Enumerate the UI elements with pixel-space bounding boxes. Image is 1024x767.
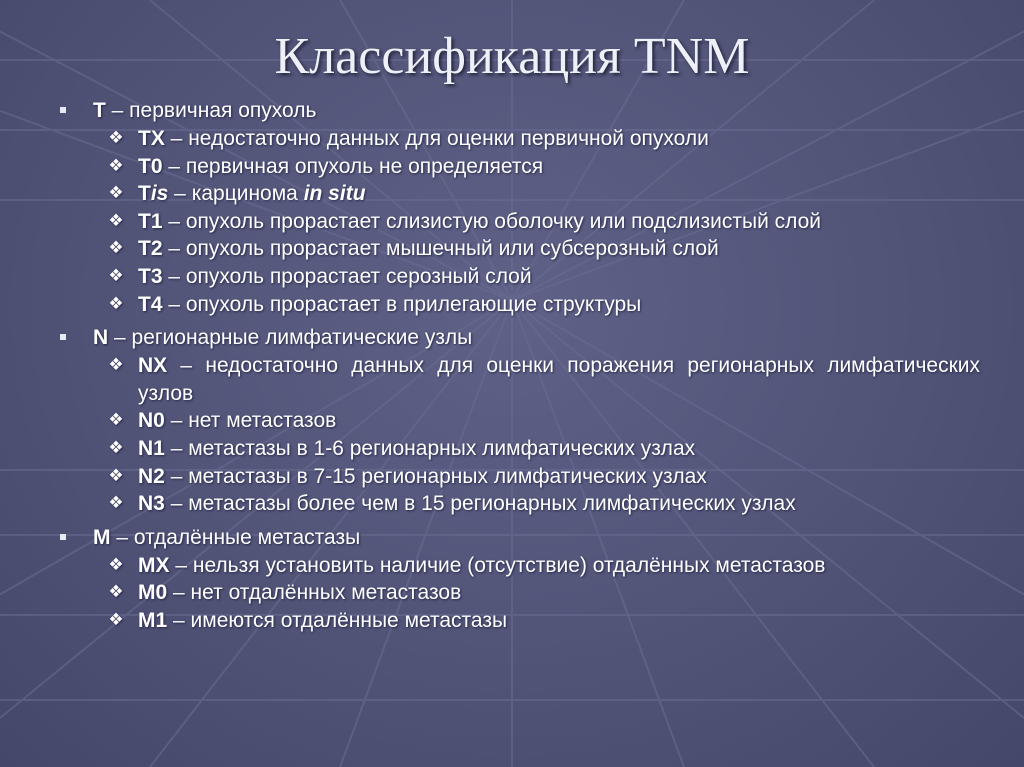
item-list [55, 552, 980, 635]
item-code [138, 182, 168, 205]
list-item [55, 153, 980, 181]
item-code-main: NX [138, 354, 168, 378]
item-code-main: N2 [138, 464, 165, 488]
four-diamond-bullet-icon: ❖ [108, 155, 124, 176]
square-bullet-icon [60, 534, 66, 540]
item-code [138, 609, 167, 632]
square-bullet-icon [60, 107, 66, 113]
item-text: – метастазы более чем в 15 регионарных лимфатических узлах [164, 492, 796, 516]
list-item [55, 291, 980, 319]
item-code [138, 465, 165, 488]
item-text: – опухоль прорастает в прилегающие структуры [162, 292, 642, 316]
four-diamond-bullet-icon: ❖ [108, 582, 124, 603]
item-text: – метастазы в 1-6 регионарных лимфатических узлах [164, 436, 696, 460]
four-diamond-bullet-icon: ❖ [108, 609, 124, 630]
list-item [55, 607, 980, 635]
item-code [138, 492, 165, 515]
section-text: – регионарные лимфатические узлы [108, 326, 473, 350]
item-code-main: M1 [138, 608, 168, 632]
item-code [138, 293, 163, 316]
item-code-main: T0 [138, 154, 163, 178]
item-text: – опухоль прорастает слизистую оболочку или подслизистый слой [162, 209, 822, 233]
list-item [55, 125, 980, 153]
item-list [55, 352, 980, 518]
item-code [138, 265, 163, 288]
list-item [55, 263, 980, 291]
item-code-main: M0 [138, 581, 168, 605]
list-item [55, 579, 980, 607]
list-item [55, 552, 980, 580]
item-code-main: N0 [138, 409, 165, 433]
item-text: – имеются отдалённые метастазы [167, 608, 508, 632]
item-code [138, 409, 165, 432]
item-code-main: T4 [138, 292, 163, 316]
item-code [138, 210, 163, 233]
four-diamond-bullet-icon: ❖ [108, 183, 124, 204]
list-item [55, 435, 980, 463]
item-text: – нельзя установить наличие (отсутствие) отдалённых метастазов [169, 553, 826, 577]
list-item [55, 352, 980, 407]
item-text: – первичная опухоль не определяется [162, 154, 544, 178]
content-list [55, 97, 980, 641]
item-code-main: N1 [138, 436, 165, 460]
section-code: N [93, 326, 109, 350]
item-text: – карцинома [168, 182, 304, 206]
four-diamond-bullet-icon: ❖ [108, 355, 124, 376]
item-text: – нет метастазов [164, 409, 337, 433]
list-item [55, 463, 980, 491]
list-item [55, 490, 980, 518]
item-code [138, 354, 167, 377]
four-diamond-bullet-icon: ❖ [108, 210, 124, 231]
item-list [55, 125, 980, 318]
section-code: T [93, 99, 106, 122]
item-code-main: T [138, 182, 151, 206]
item-text: – метастазы в 7-15 регионарных лимфатических узлах [164, 464, 707, 488]
four-diamond-bullet-icon: ❖ [108, 465, 124, 486]
item-code [138, 437, 165, 460]
item-text-italic: in situ [303, 182, 366, 206]
item-code-main: T1 [138, 209, 163, 233]
four-diamond-bullet-icon: ❖ [108, 437, 124, 458]
item-code [138, 581, 167, 604]
list-item [55, 180, 980, 208]
item-code-main: T3 [138, 264, 163, 288]
item-code-main: MX [138, 553, 170, 577]
item-code-main: N3 [138, 492, 165, 516]
four-diamond-bullet-icon: ❖ [108, 293, 124, 314]
section-heading [55, 97, 980, 125]
slide-title: Классификация TNM [274, 28, 750, 85]
section-text: – отдалённые метастазы [110, 525, 361, 549]
section-t [55, 97, 980, 318]
item-code [138, 127, 165, 150]
item-code [138, 155, 163, 178]
square-bullet-icon [60, 334, 66, 340]
item-text: – опухоль прорастает мышечный или субсерозный слой [162, 237, 719, 261]
item-code-main: T2 [138, 237, 163, 261]
four-diamond-bullet-icon: ❖ [108, 128, 124, 148]
section-text: – первичная опухоль [105, 99, 317, 122]
four-diamond-bullet-icon: ❖ [108, 265, 124, 286]
item-code-main: TX [138, 127, 165, 150]
section-n [55, 324, 980, 518]
item-code [138, 237, 163, 260]
item-text: – опухоль прорастает серозный слой [162, 264, 532, 288]
list-item [55, 407, 980, 435]
four-diamond-bullet-icon: ❖ [108, 493, 124, 514]
section-code: M [93, 525, 111, 549]
section-m [55, 524, 980, 635]
item-text: – нет отдалённых метастазов [167, 581, 462, 605]
four-diamond-bullet-icon: ❖ [108, 410, 124, 431]
list-item [55, 208, 980, 236]
four-diamond-bullet-icon: ❖ [108, 238, 124, 259]
list-item [55, 235, 980, 263]
item-code-italic: is [150, 182, 169, 206]
item-code [138, 554, 170, 577]
item-text: – недостаточно данных для оценки поражения регионарных лимфатических узлов [138, 354, 980, 405]
section-heading [55, 524, 980, 552]
section-heading [55, 324, 980, 352]
four-diamond-bullet-icon: ❖ [108, 554, 124, 575]
item-text: – недостаточно данных для оценки первичной опухоли [164, 127, 709, 150]
